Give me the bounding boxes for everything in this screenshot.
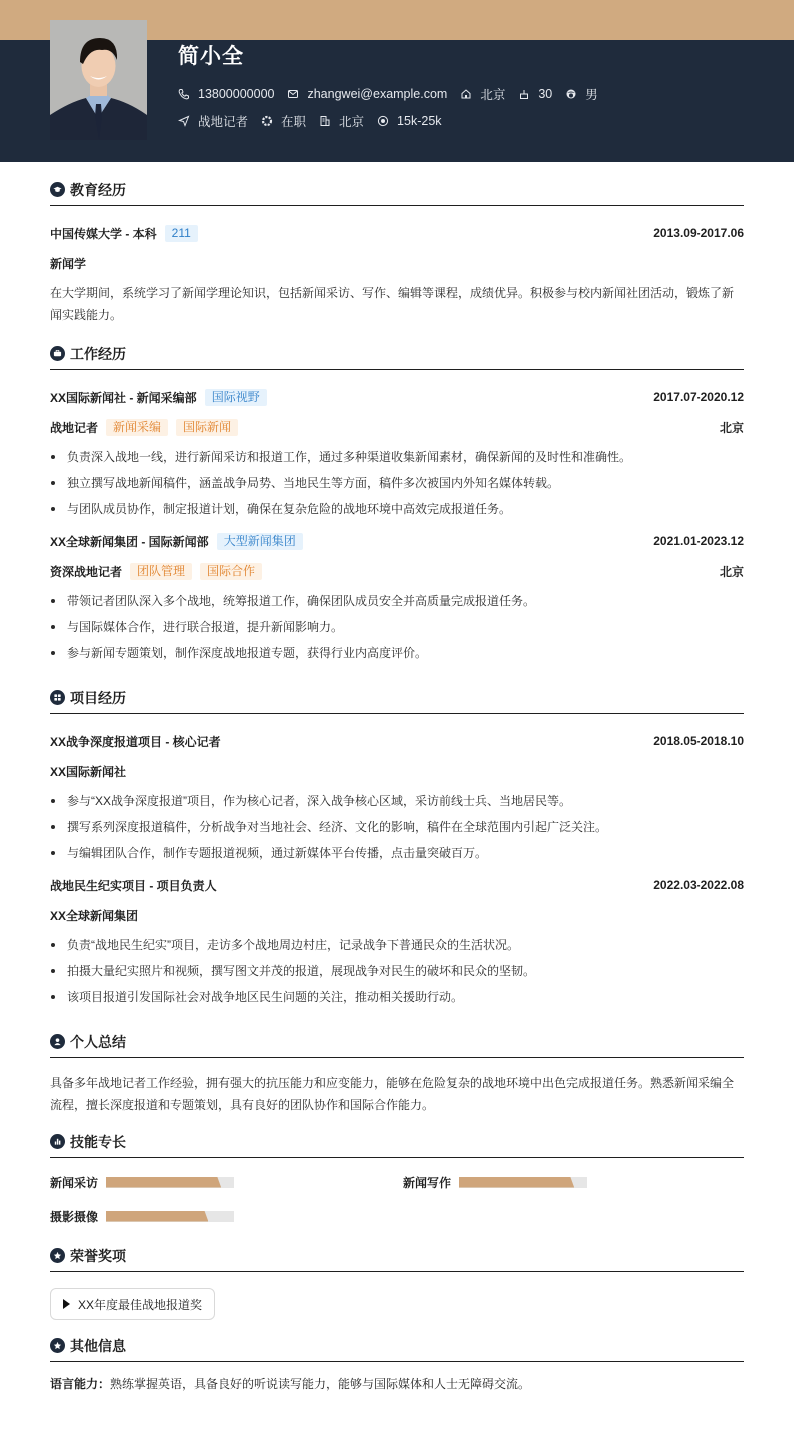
project-bullets <box>50 932 744 1010</box>
section-title-summary <box>50 1032 744 1058</box>
bar-chart-icon <box>50 1134 65 1149</box>
language-label: 语言能力： <box>50 1377 111 1391</box>
briefcase-icon <box>50 346 65 361</box>
skill-name: 新闻写作 <box>403 1175 452 1190</box>
company-name: XX国际新闻社 - 新闻采编部 <box>50 390 197 405</box>
salary-coin-icon <box>377 115 389 127</box>
section-summary <box>50 1032 744 1116</box>
section-title-text: 个人总结 <box>70 1033 126 1050</box>
grid-apps-icon <box>50 690 65 705</box>
target-position-value: 战地记者 <box>198 115 249 129</box>
project-header-row <box>50 870 744 900</box>
bullet-item: 带领记者团队深入多个战地，统筹报道工作，确保团队成员安全并高质量完成报道任务。 <box>50 588 744 614</box>
work-period: 2017.07-2020.12 <box>653 390 744 404</box>
status-value: 在职 <box>281 115 307 129</box>
section-title-other <box>50 1336 744 1362</box>
send-plane-icon <box>178 115 190 127</box>
target-city-value: 北京 <box>339 115 365 129</box>
email-item <box>287 87 447 101</box>
hometown-value: 北京 <box>480 88 506 102</box>
project-entry <box>50 870 744 1010</box>
education-period: 2013.09-2017.06 <box>653 226 744 240</box>
salary-item <box>377 114 441 128</box>
section-title-projects <box>50 688 744 714</box>
project-org: XX全球新闻集团 <box>50 908 139 923</box>
candidate-name: 简小全 <box>178 45 244 68</box>
skill-progress-bar <box>459 1177 587 1188</box>
work-company-row <box>50 526 744 556</box>
skill-progress-fill <box>459 1177 574 1188</box>
home-icon <box>460 88 472 100</box>
project-period: 2018.05-2018.10 <box>653 734 744 748</box>
work-bullets <box>50 588 744 666</box>
contact-row <box>178 84 611 104</box>
skill-progress-bar <box>106 1177 234 1188</box>
gender-item <box>565 85 598 103</box>
company-tag: 大型新闻集团 <box>217 533 303 550</box>
section-education <box>50 180 744 326</box>
school-tag: 211 <box>165 225 198 242</box>
skill-name: 新闻采访 <box>50 1175 99 1190</box>
project-header-row <box>50 726 744 756</box>
section-title-text: 项目经历 <box>70 689 126 706</box>
company-name: XX全球新闻集团 - 国际新闻部 <box>50 534 209 549</box>
work-position-row <box>50 412 744 442</box>
status-item <box>261 112 306 130</box>
language-text: 熟练掌握英语，具备良好的听说读写能力，能够与国际媒体和人士无障碍交流。 <box>110 1377 531 1391</box>
section-skills <box>50 1132 744 1226</box>
hometown-item <box>460 85 505 103</box>
graduation-cap-icon <box>50 182 65 197</box>
education-entry <box>50 218 744 326</box>
bullet-item: 与团队成员协作，制定报道计划，确保在复杂危险的战地环境中高效完成报道任务。 <box>50 496 744 522</box>
project-org-row <box>50 756 744 786</box>
project-bullets <box>50 788 744 866</box>
profile-photo <box>50 20 147 140</box>
expand-triangle-icon <box>63 1299 70 1309</box>
salary-value: 15k-25k <box>397 114 442 128</box>
phone-value: 13800000000 <box>198 87 275 101</box>
language-ability <box>50 1374 744 1394</box>
skill-progress-fill <box>106 1211 208 1222</box>
section-title-skills <box>50 1132 744 1158</box>
bullet-item: 参与“XX战争深度报道”项目，作为核心记者，深入战争核心区域，采访前线士兵、当地居民等。 <box>50 788 744 814</box>
cake-icon <box>518 88 530 100</box>
school-name: 中国传媒大学 - 本科 <box>50 226 157 241</box>
major: 新闻学 <box>50 256 87 271</box>
section-title-awards <box>50 1246 744 1272</box>
skill-progress-bar <box>106 1211 234 1222</box>
gender-value: 男 <box>585 88 598 102</box>
summary-text: 具备多年战地记者工作经验，拥有强大的抗压能力和应变能力，能够在危险复杂的战地环境中出色完成报道任务。熟悉新闻采编全流程，擅长深度报道和专题策划，具有良好的团队协作和国际合作能力。 <box>50 1076 735 1112</box>
work-period: 2021.01-2023.12 <box>653 534 744 548</box>
project-name: 战地民生纪实项目 - 项目负责人 <box>50 878 217 893</box>
company-tag: 国际视野 <box>205 389 267 406</box>
bullet-item: 该项目报道引发国际社会对战争地区民生问题的关注，推动相关援助行动。 <box>50 984 744 1010</box>
position-name: 战地记者 <box>50 420 99 435</box>
bullet-item: 独立撰写战地新闻稿件，涵盖战争局势、当地民生等方面，稿件多次被国内外知名媒体转载。 <box>50 470 744 496</box>
skill-item <box>50 1172 403 1192</box>
user-circle-icon <box>50 1034 65 1049</box>
email-icon <box>287 88 299 100</box>
status-gear-icon <box>261 115 273 127</box>
work-location: 北京 <box>719 420 744 435</box>
bullet-item: 参与新闻专题策划，制作深度战地报道专题，获得行业内高度评价。 <box>50 640 744 666</box>
bullet-item: 负责深入战地一线，进行新闻采访和报道工作，通过多种渠道收集新闻素材，确保新闻的及时性和准确性。 <box>50 444 744 470</box>
position-tag: 国际新闻 <box>176 419 238 436</box>
skill-progress-fill <box>106 1177 221 1188</box>
work-position-row <box>50 556 744 586</box>
section-title-text: 教育经历 <box>70 181 126 198</box>
position-name: 资深战地记者 <box>50 564 123 579</box>
education-header-row <box>50 218 744 248</box>
section-projects <box>50 688 744 1010</box>
gender-icon <box>565 88 577 100</box>
section-title-work <box>50 344 744 370</box>
work-entry <box>50 382 744 522</box>
section-title-text: 其他信息 <box>70 1337 126 1354</box>
position-tag: 新闻采编 <box>106 419 168 436</box>
major-row <box>50 248 744 278</box>
target-city-item <box>319 112 364 130</box>
award-item[interactable] <box>50 1288 215 1320</box>
skill-item <box>50 1206 403 1226</box>
project-entry <box>50 726 744 866</box>
age-value: 30 <box>538 87 553 101</box>
skills-grid <box>50 1172 744 1226</box>
bullet-item: 拍摄大量纪实照片和视频，撰写图文并茂的报道，展现战争对民生的破坏和民众的坚韧。 <box>50 958 744 984</box>
award-medal-icon <box>50 1248 65 1263</box>
info-medal-icon <box>50 1338 65 1353</box>
section-title-text: 工作经历 <box>70 345 126 362</box>
section-awards <box>50 1246 744 1320</box>
project-org-row <box>50 900 744 930</box>
bullet-item: 撰写系列深度报道稿件，分析战争对当地社会、经济、文化的影响，稿件在全球范围内引起广泛关注。 <box>50 814 744 840</box>
target-position-item <box>178 112 248 130</box>
project-period: 2022.03-2022.08 <box>653 878 744 892</box>
skill-item <box>403 1172 744 1192</box>
job-intention-row <box>178 111 611 131</box>
bullet-item: 与编辑团队合作，制作专题报道视频，通过新媒体平台传播，点击量突破百万。 <box>50 840 744 866</box>
section-title-text: 技能专长 <box>70 1133 126 1150</box>
resume-body <box>0 180 794 1394</box>
section-title-education <box>50 180 744 206</box>
bullet-item: 与国际媒体合作，进行联合报道，提升新闻影响力。 <box>50 614 744 640</box>
work-company-row <box>50 382 744 412</box>
position-tag: 国际合作 <box>200 563 262 580</box>
building-icon <box>319 115 331 127</box>
project-org: XX国际新闻社 <box>50 764 127 779</box>
skill-name: 摄影摄像 <box>50 1209 99 1224</box>
award-name: XX年度最佳战地报道奖 <box>78 1297 203 1312</box>
section-other <box>50 1336 744 1394</box>
work-entry <box>50 526 744 666</box>
phone-icon <box>178 88 190 100</box>
avatar-illustration-icon <box>50 20 147 140</box>
phone-item <box>178 87 274 101</box>
work-location: 北京 <box>719 564 744 579</box>
section-work <box>50 344 744 666</box>
profile-header <box>0 40 794 162</box>
position-tag: 团队管理 <box>130 563 192 580</box>
age-item <box>518 87 552 101</box>
section-title-text: 荣誉奖项 <box>70 1247 126 1264</box>
project-name: XX战争深度报道项目 - 核心记者 <box>50 734 221 749</box>
bullet-item: 负责“战地民生纪实”项目，走访多个战地周边村庄，记录战争下普通民众的生活状况。 <box>50 932 744 958</box>
education-description: 在大学期间，系统学习了新闻学理论知识，包括新闻采访、写作、编辑等课程，成绩优异。积极参与校内新闻社团活动，锻炼了新闻实践能力。 <box>50 286 735 322</box>
email-value: zhangwei@example.com <box>307 87 448 101</box>
work-bullets <box>50 444 744 522</box>
